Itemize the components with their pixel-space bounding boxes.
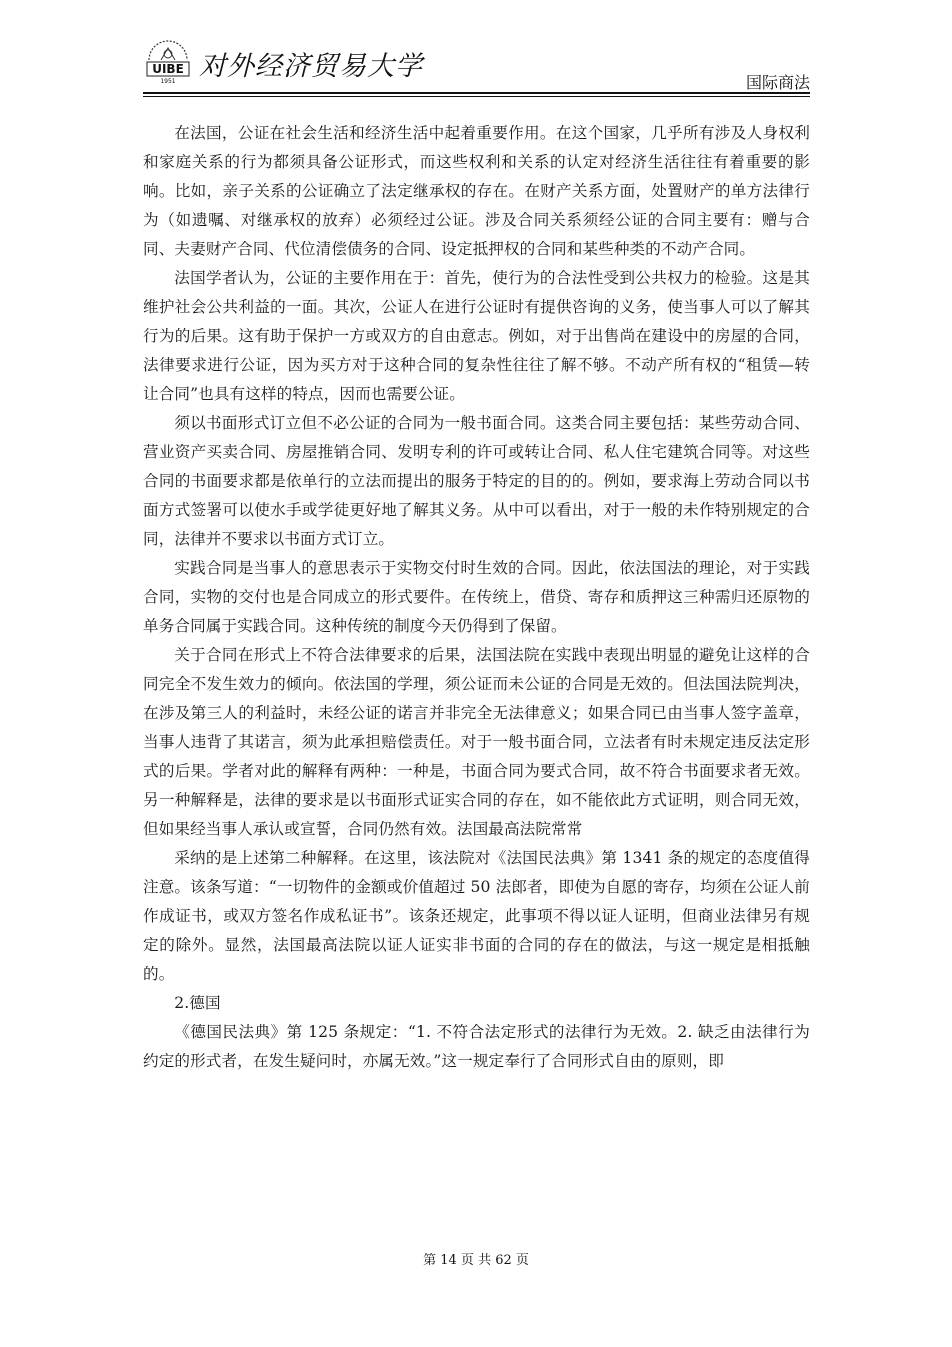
page-header: [143, 36, 810, 94]
paragraph: 《德国民法典》第 125 条规定：“1. 不符合法定形式的法律行为无效。2. 缺乏由法律行为约定的形式者，在发生疑问时，亦属无效。”这一规定奉行了合同形式自由的原则，即: [143, 1023, 810, 1070]
body-text: [143, 119, 810, 1076]
paragraph: 采纳的是上述第二种解释。在这里，该法院对《法国民法典》第 1341 条的规定的态度值得注意。该条写道：“一切物件的金额或价值超过 50 法郎者，即使为自愿的寄存，均须在公证人前作成证书，或双方签名作成私证书”。该条还规定，此事项不得以证人证明，但商业法律另有规定的除外。显然，法国最高法院以证人证实非书面的合同的存在的做法，与这一规定是相抵触的。: [143, 849, 810, 983]
university-name: 对外经济贸易大学: [199, 51, 423, 82]
paragraph: 在法国，公证在社会生活和经济生活中起着重要作用。在这个国家，几乎所有涉及人身权利和家庭关系的行为都须具备公证形式，而这些权利和关系的认定对经济生活往往有着重要的影响。比如，亲子关系的公证确立了法定继承权的存在。在财产关系方面，处置财产的单方法律行为（如遗嘱、对继承权的放弃）必须经过公证。涉及合同关系须经公证的合同主要有：赠与合同、夫妻财产合同、代位清偿债务的合同、设定抵押权的合同和某些种类的不动产合同。: [143, 124, 810, 258]
paragraph: 关于合同在形式上不符合法律要求的后果，法国法院在实践中表现出明显的避免让这样的合同完全不发生效力的倾向。依法国的学理，须公证而未公证的合同是无效的。但法国法院判决，在涉及第三人的利益时，未经公证的诺言并非完全无法律意义；如果合同已由当事人签字盖章，当事人违背了其诺言，须为此承担赔偿责任。对于一般书面合同，立法者有时未规定违反法定形式的后果。学者对此的解释有两种：一种是，书面合同为要式合同，故不符合书面要求者无效。另一种解释是，法律的要求是以书面形式证实合同的存在，如不能依此方式证明，则合同无效，但如果经当事人承认或宣誓，合同仍然有效。法国最高法院常常: [143, 646, 810, 838]
logo-year: 1951: [160, 78, 176, 84]
section-heading: 2.德国: [174, 994, 221, 1012]
paragraph: 须以书面形式订立但不必公证的合同为一般书面合同。这类合同主要包括：某些劳动合同、营业资产买卖合同、房屋推销合同、发明专利的许可或转让合同、私人住宅建筑合同等。对这些合同的书面要求都是依单行的立法而提出的服务于特定的目的的。例如，要求海上劳动合同以书面方式签署可以使水手或学徒更好地了解其义务。从中可以看出，对于一般的未作特别规定的合同，法律并不要求以书面方式订立。: [143, 414, 810, 548]
course-title: 国际商法: [745, 75, 810, 92]
header-rule-thin: [143, 96, 810, 97]
paragraph: 实践合同是当事人的意思表示于实物交付时生效的合同。因此，依法国法的理论，对于实践合同，实物的交付也是合同成立的形式要件。在传统上，借贷、寄存和质押这三种需归还原物的单务合同属于实践合同。这种传统的制度今天仍得到了保留。: [143, 559, 810, 635]
paragraph: 法国学者认为，公证的主要作用在于：首先，使行为的合法性受到公共权力的检验。这是其维护社会公共利益的一面。其次，公证人在进行公证时有提供咨询的义务，使当事人可以了解其行为的后果。这有助于保护一方或双方的自由意志。例如，对于出售尚在建设中的房屋的合同，法律要求进行公证，因为买方对于这种合同的复杂性往往了解不够。不动产所有权的“租赁—转让合同”也具有这样的特点，因而也需要公证。: [143, 269, 810, 403]
university-logo-icon: [143, 40, 193, 84]
page-footer: 第 14 页 共 62 页: [423, 1253, 529, 1268]
logo-text: UIBE: [152, 62, 184, 76]
header-rule-thick: [143, 92, 810, 94]
